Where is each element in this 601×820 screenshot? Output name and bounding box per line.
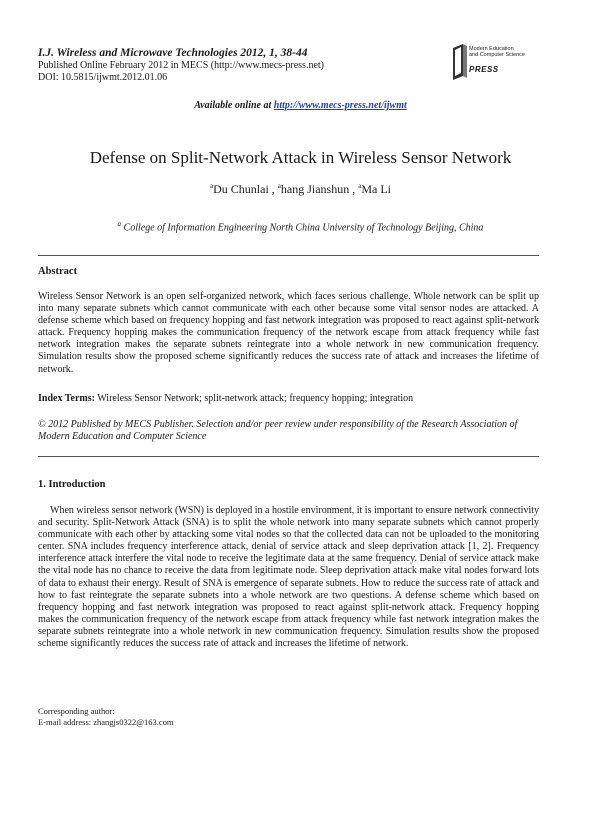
author-2-sup: a	[277, 182, 281, 190]
available-online	[0, 100, 601, 111]
author-1-sup: a	[210, 182, 214, 190]
index-terms	[38, 393, 539, 405]
corresponding-author-footnote	[38, 706, 174, 728]
published-line: Published Online February 2012 in MECS (http://www.mecs-press.net)	[38, 60, 324, 71]
divider-bottom	[38, 456, 539, 457]
logo-text-line-1: Modern Education	[469, 46, 514, 52]
index-terms-label: Index Terms:	[38, 393, 95, 404]
introduction-heading: 1. Introduction	[38, 479, 106, 490]
journal-line: I.J. Wireless and Microwave Technologies 2012, 1, 38-44	[38, 47, 308, 59]
author-3-name: Ma Li	[361, 182, 391, 196]
logo-press: PRESS	[469, 65, 499, 74]
journal-url-link[interactable]: http://www.mecs-press.net/ijwmt	[273, 100, 407, 111]
abstract-text: Wireless Sensor Network is an open self-organized network, which faces serious challenge. Whole network can be split up into many separate subnets which cannot communicate with each other because some vital sensor nodes are attacked. A defense scheme which based on frequency hopping and fast network integration was proposed to react against split-network attack. Frequency hopping makes the communication frequency of the network escape from attack frequency while fast network integration makes the separate subnets reintegrate into a whole network in new communication frequency. Simulation results show the proposed scheme significantly reduces the success rate of attack and increases the lifetime of network.	[38, 291, 539, 375]
author-separator: ,	[349, 182, 356, 196]
author-list	[0, 182, 601, 197]
copyright-notice: © 2012 Published by MECS Publisher. Selection and/or peer review under responsibility of the Research Association of Modern Education and Computer Science	[38, 419, 518, 443]
paper-title: Defense on Split-Network Attack in Wireless Sensor Network	[89, 148, 512, 167]
available-prefix: Available online at	[194, 100, 274, 111]
introduction-text: When wireless sensor network (WSN) is deployed in a hostile environment, it is important to ensure network connectivity and security. Split-Network Attack (SNA) is to split the whole network into many separate subnets which cannot properly communicate with each other by attacking some vital nodes so that the collected data can not be uploaded to the monitoring center. SNA includes frequency interference attack, denial of service attack and sleep deprivation attack [1, 2]. Frequency interference attack interfere the vital node to receive the legitimate data at the same frequency. Denial of service attack make the vital node has no chance to receive the data from legitimate node. Sleep deprivation attack make vital nodes forward lots of data to exhaust their energy. Result of SNA is emergence of separate subnets. How to reduce the success rate of attack and how to fast reintegrate the separate subnets into a whole network are two questions. A defense scheme which based on frequency hopping and fast network integration was proposed to react against split-network attack. Frequency hopping makes the communication frequency of the network escape from attack frequency while fast network integration makes the separate subnets reintegrate into a whole network in new communication frequency. Simulation results show the proposed scheme significantly reduces the success rate of attack and increases the lifetime of network.	[38, 505, 539, 650]
affiliation-text: College of Information Engineering North China University of Technology Beijing, China	[123, 222, 484, 234]
publisher-logo	[451, 40, 571, 84]
email-line: E-mail address: zhangjs0322@163.com	[38, 717, 174, 727]
logo-text-line-2: and Computer Science	[469, 52, 525, 58]
index-terms-text: Wireless Sensor Network; split-network attack; frequency hopping; integration	[94, 393, 414, 404]
corresponding-label: Corresponding author:	[38, 706, 115, 716]
author-1-name: Du Chunlai	[213, 182, 269, 196]
affiliation-sup: a	[117, 220, 122, 228]
divider-top	[38, 255, 539, 256]
publication-info	[38, 60, 324, 84]
author-separator: ,	[268, 182, 275, 196]
book-icon	[451, 42, 469, 82]
author-3-sup: a	[358, 182, 362, 190]
author-2-name: hang Jianshun	[280, 182, 350, 196]
doi-line: DOI: 10.5815/ijwmt.2012.01.06	[38, 72, 168, 83]
affiliation	[0, 220, 601, 233]
abstract-heading: Abstract	[38, 266, 78, 277]
